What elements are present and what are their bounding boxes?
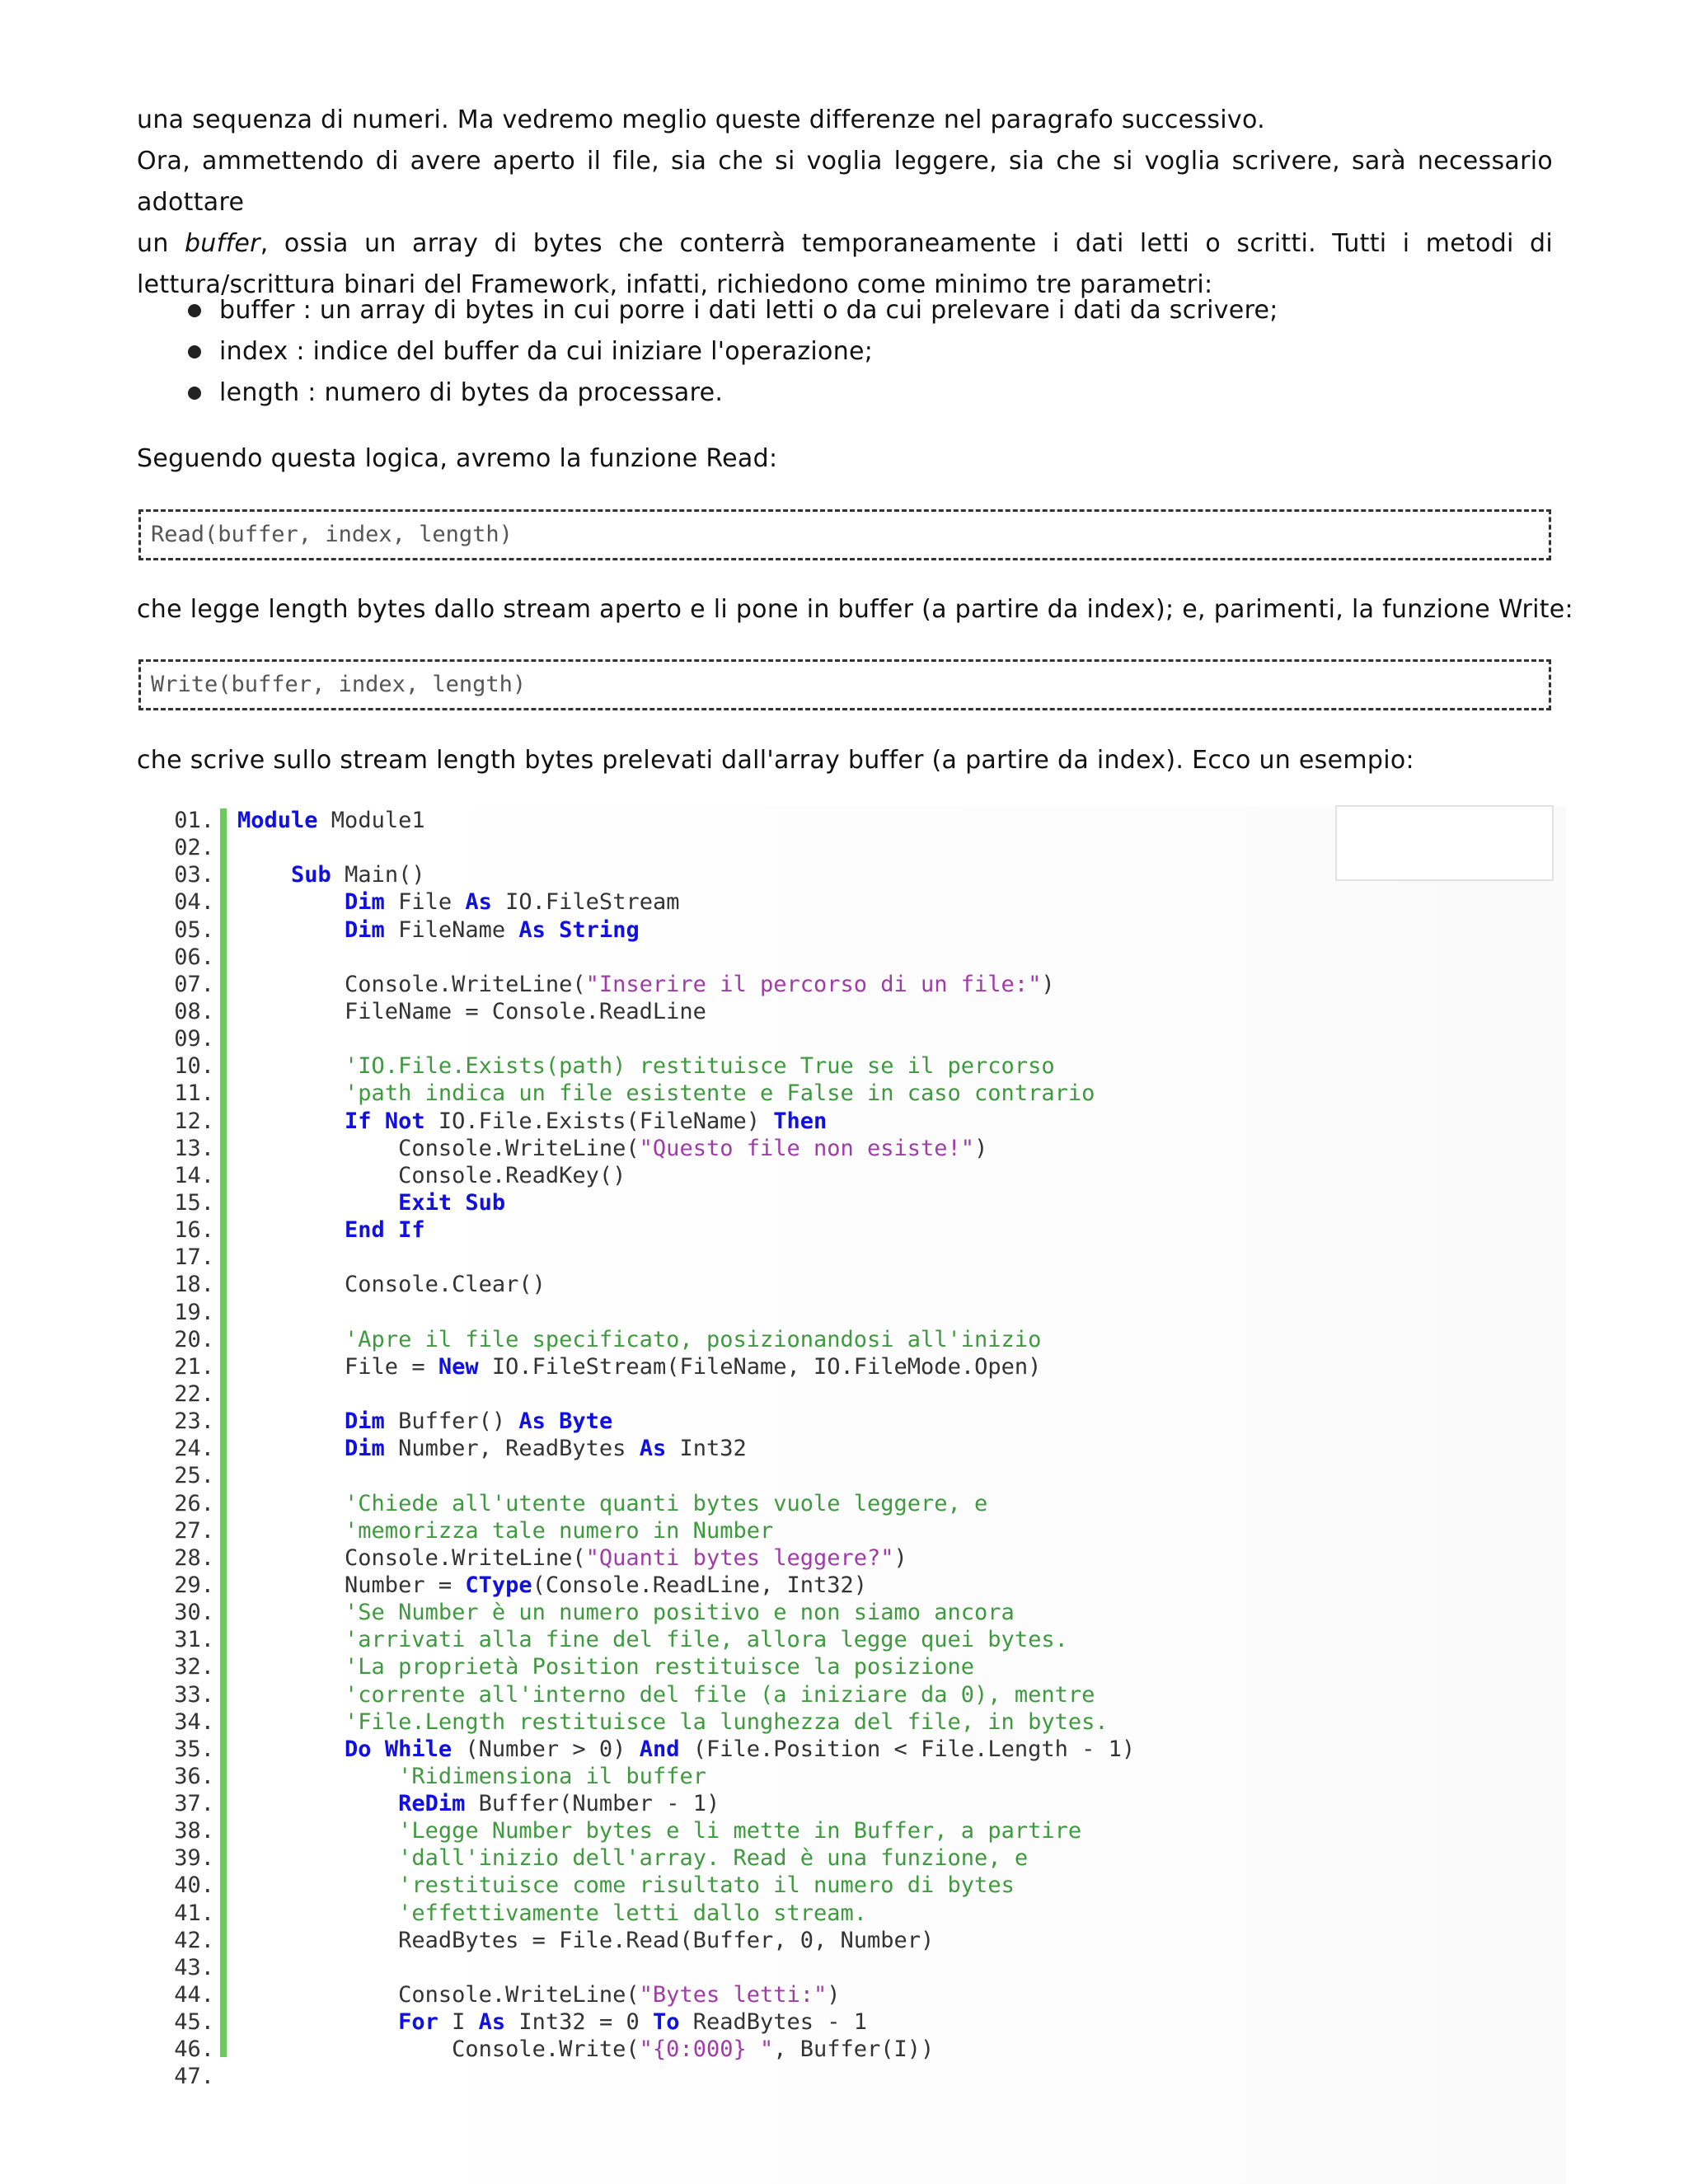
code-text: Int32 bbox=[666, 1436, 747, 1462]
code-text: File = bbox=[237, 1353, 438, 1380]
code-keyword: If bbox=[345, 1108, 372, 1134]
line-number: 47. bbox=[174, 2064, 214, 2090]
line-number: 37. bbox=[174, 1791, 214, 1817]
code-string: "{0:000} " bbox=[639, 2036, 774, 2063]
code-line bbox=[237, 807, 1135, 834]
code-line bbox=[237, 2063, 1135, 2090]
code-text: ) bbox=[974, 1135, 988, 1161]
code-text bbox=[237, 1845, 398, 1871]
code-comment: 'Apre il file specificato, posizionandosi all'inizio bbox=[345, 1326, 1042, 1352]
code-line bbox=[237, 2008, 1135, 2036]
code-text: Console.Write( bbox=[237, 2036, 640, 2063]
code-text bbox=[237, 1818, 398, 1844]
code-text: FileName = Console.ReadLine bbox=[237, 998, 706, 1024]
code-text: ReadBytes - 1 bbox=[679, 2009, 868, 2036]
write-description-text: che scrive sullo stream length bytes prelevati dall'array buffer (a partire da index). Ecco un esempio: bbox=[137, 746, 1414, 775]
code-text bbox=[237, 1627, 345, 1652]
code-listing bbox=[132, 807, 1566, 2093]
code-line bbox=[237, 1244, 1135, 1271]
code-keyword: As bbox=[518, 1408, 546, 1435]
code-line bbox=[237, 1736, 1135, 1763]
code-comment: 'La proprietà Position restituisce la posizione bbox=[345, 1654, 975, 1680]
code-keyword: And bbox=[639, 1736, 680, 1762]
code-text: (Number > 0) bbox=[452, 1736, 640, 1762]
write-signature-box: Write(buffer, index, length) bbox=[138, 659, 1551, 710]
code-text bbox=[237, 2009, 398, 2035]
code-text: Int32 = 0 bbox=[505, 2009, 653, 2036]
code-text bbox=[385, 1217, 398, 1243]
code-text: IO.FileStream bbox=[491, 889, 680, 916]
code-comment: 'restituisce come risultato il numero di bytes bbox=[398, 1872, 1015, 1899]
code-keyword: As bbox=[478, 2009, 506, 2036]
code-line bbox=[237, 1572, 1135, 1599]
code-keyword: As bbox=[465, 889, 492, 916]
code-keyword: To bbox=[652, 2009, 680, 2036]
code-text bbox=[372, 1736, 385, 1762]
code-text bbox=[237, 1108, 345, 1134]
code-text: ) bbox=[893, 1544, 907, 1571]
paragraph-line bbox=[137, 223, 1553, 265]
parameter-list bbox=[188, 290, 1278, 414]
code-string: "Questo file non esiste!" bbox=[639, 1135, 975, 1161]
line-number: 25. bbox=[174, 1463, 214, 1489]
code-text bbox=[546, 917, 559, 943]
code-line bbox=[237, 1435, 1135, 1462]
code-text: Buffer(Number - 1) bbox=[465, 1791, 720, 1817]
code-text: IO.FileStream(FileName, IO.FileMode.Open) bbox=[478, 1353, 1042, 1380]
code-keyword: Module bbox=[237, 808, 318, 833]
line-number: 30. bbox=[174, 1600, 214, 1626]
line-number: 31. bbox=[174, 1627, 214, 1653]
list-item: length : numero di bytes da processare. bbox=[188, 373, 1278, 414]
line-number: 35. bbox=[174, 1736, 214, 1762]
code-text: Buffer() bbox=[384, 1408, 519, 1435]
code-line bbox=[237, 944, 1135, 971]
code-text: Main() bbox=[331, 862, 425, 888]
code-line bbox=[237, 1708, 1135, 1736]
code-text bbox=[452, 1190, 465, 1216]
line-number: 29. bbox=[174, 1572, 214, 1598]
code-line bbox=[237, 1626, 1135, 1653]
code-comment: 'IO.File.Exists(path) restituisce True se il percorso bbox=[345, 1053, 1055, 1080]
code-line bbox=[237, 834, 1135, 861]
code-line bbox=[237, 1763, 1135, 1790]
code-line bbox=[237, 1299, 1135, 1326]
line-number: 07. bbox=[174, 971, 214, 997]
code-line bbox=[237, 1599, 1135, 1626]
code-keyword: As bbox=[518, 916, 546, 943]
code-string: "Bytes letti:" bbox=[639, 1982, 828, 2008]
read-signature-box: Read(buffer, index, length) bbox=[138, 509, 1551, 560]
code-line bbox=[237, 916, 1135, 944]
code-text bbox=[237, 1053, 345, 1079]
code-text: Console.WriteLine( bbox=[237, 1544, 586, 1571]
code-text: IO.File.Exists(FileName) bbox=[424, 1108, 774, 1134]
line-number: 20. bbox=[174, 1326, 214, 1352]
code-lines bbox=[237, 807, 1135, 2091]
code-comment: 'memorizza tale numero in Number bbox=[345, 1517, 774, 1544]
intro-paragraph bbox=[137, 100, 1553, 306]
code-line bbox=[237, 1790, 1135, 1817]
line-number: 06. bbox=[174, 944, 214, 970]
code-text bbox=[237, 1518, 345, 1544]
code-line bbox=[237, 1544, 1135, 1572]
code-text bbox=[237, 1327, 345, 1352]
line-number: 46. bbox=[174, 2036, 214, 2063]
code-text: Module1 bbox=[317, 808, 425, 833]
line-number: 24. bbox=[174, 1436, 214, 1462]
line-number: 08. bbox=[174, 998, 214, 1024]
code-keyword: Do bbox=[345, 1736, 372, 1762]
code-text bbox=[237, 1791, 398, 1816]
paragraph-line: Ora, ammettendo di avere aperto il file, sia che si voglia leggere, sia che si voglia scrivere, sarà necessario adottare bbox=[137, 147, 1553, 217]
code-text bbox=[237, 1408, 345, 1434]
code-line bbox=[237, 2036, 1135, 2063]
code-text bbox=[237, 1190, 398, 1216]
code-text bbox=[237, 862, 291, 888]
code-text: File bbox=[384, 889, 466, 916]
code-line bbox=[237, 1927, 1135, 1954]
code-keyword: New bbox=[438, 1353, 479, 1380]
line-number: 15. bbox=[174, 1189, 214, 1216]
code-keyword: String bbox=[559, 916, 640, 943]
code-text: Console.WriteLine( bbox=[237, 971, 586, 997]
code-line bbox=[237, 1271, 1135, 1298]
code-line bbox=[237, 1490, 1135, 1517]
code-keyword: Dim bbox=[345, 1436, 385, 1462]
code-text bbox=[237, 889, 345, 915]
code-line bbox=[237, 1517, 1135, 1544]
code-line bbox=[237, 1900, 1135, 1927]
code-line bbox=[237, 998, 1135, 1025]
line-number: 18. bbox=[174, 1272, 214, 1298]
code-line bbox=[237, 1216, 1135, 1244]
code-comment: 'arrivati alla fine del file, allora legge quei bytes. bbox=[345, 1627, 1068, 1653]
line-number: 04. bbox=[174, 889, 214, 916]
code-line bbox=[237, 1189, 1135, 1216]
code-keyword: For bbox=[398, 2009, 438, 2036]
code-comment: 'path indica un file esistente e False in caso contrario bbox=[345, 1080, 1095, 1107]
list-item: buffer : un array di bytes in cui porre i dati letti o da cui prelevare i dati da scrivere; bbox=[188, 290, 1278, 331]
line-number: 32. bbox=[174, 1654, 214, 1680]
code-keyword: CType bbox=[465, 1572, 532, 1598]
code-line bbox=[237, 1954, 1135, 1981]
line-number: 09. bbox=[174, 1026, 214, 1052]
code-text: ) bbox=[827, 1982, 841, 2008]
code-text bbox=[237, 1872, 398, 1898]
line-number: 22. bbox=[174, 1380, 214, 1407]
code-text bbox=[237, 1764, 398, 1789]
code-line bbox=[237, 1025, 1135, 1052]
code-line bbox=[237, 1844, 1135, 1872]
line-number: 27. bbox=[174, 1517, 214, 1544]
code-keyword: Then bbox=[773, 1108, 828, 1134]
code-text: Console.ReadKey() bbox=[237, 1162, 626, 1188]
code-line bbox=[237, 1462, 1135, 1489]
code-comment: 'corrente all'interno del file (a iniziare da 0), mentre bbox=[345, 1681, 1095, 1708]
code-line bbox=[237, 1135, 1135, 1162]
code-text: FileName bbox=[384, 916, 519, 943]
line-number: 16. bbox=[174, 1217, 214, 1244]
line-number: 12. bbox=[174, 1108, 214, 1134]
code-string: "Inserire il percorso di un file:" bbox=[585, 971, 1042, 997]
read-description-text: che legge length bytes dallo stream aperto e li pone in buffer (a partire da index); e, parimenti, la funzione Write: bbox=[137, 595, 1573, 624]
code-line bbox=[237, 1872, 1135, 1899]
code-text bbox=[546, 1408, 559, 1434]
line-number: 38. bbox=[174, 1818, 214, 1844]
code-text: Number, ReadBytes bbox=[384, 1436, 640, 1462]
code-line bbox=[237, 1408, 1135, 1435]
code-line bbox=[237, 1080, 1135, 1107]
code-line bbox=[237, 1981, 1135, 2008]
code-text: I bbox=[438, 2009, 479, 2036]
list-item: index : indice del buffer da cui iniziare l'operazione; bbox=[188, 331, 1278, 373]
line-number: 42. bbox=[174, 1927, 214, 1953]
paragraph-line: una sequenza di numeri. Ma vedremo meglio queste differenze nel paragrafo successivo. bbox=[137, 105, 1265, 134]
code-text: , Buffer(I)) bbox=[773, 2036, 935, 2063]
line-number: 13. bbox=[174, 1135, 214, 1161]
line-number: 36. bbox=[174, 1763, 214, 1789]
line-number: 05. bbox=[174, 916, 214, 943]
line-number: 14. bbox=[174, 1162, 214, 1188]
code-line bbox=[237, 1108, 1135, 1135]
code-comment: 'File.Length restituisce la lunghezza del file, in bytes. bbox=[345, 1708, 1109, 1735]
line-number: 44. bbox=[174, 1982, 214, 2008]
code-text bbox=[237, 1682, 345, 1708]
code-comment: 'dall'inizio dell'array. Read è una funzione, e bbox=[398, 1845, 1029, 1872]
code-text: Console.Clear() bbox=[237, 1272, 546, 1298]
code-text: Number = bbox=[237, 1572, 466, 1598]
code-line bbox=[237, 1353, 1135, 1380]
code-text: (File.Position < File.Length - 1) bbox=[679, 1736, 1136, 1762]
line-number: 33. bbox=[174, 1681, 214, 1708]
code-text bbox=[237, 917, 345, 943]
line-number-gutter bbox=[132, 807, 214, 2091]
code-line bbox=[237, 971, 1135, 998]
code-gutter-bar bbox=[220, 808, 227, 2057]
code-line bbox=[237, 1052, 1135, 1080]
empty-frame bbox=[1335, 805, 1554, 881]
code-keyword: Sub bbox=[465, 1189, 506, 1216]
line-number: 11. bbox=[174, 1080, 214, 1107]
code-comment: 'Legge Number bytes e li mette in Buffer, a partire bbox=[398, 1818, 1082, 1844]
code-text bbox=[237, 1900, 398, 1926]
code-text bbox=[237, 1436, 345, 1461]
line-number: 01. bbox=[174, 808, 214, 833]
code-line bbox=[237, 861, 1135, 888]
text-fragment: un bbox=[137, 229, 169, 258]
line-number: 40. bbox=[174, 1872, 214, 1899]
code-text bbox=[237, 1491, 345, 1516]
code-comment: 'Ridimensiona il buffer bbox=[398, 1763, 706, 1789]
line-number: 28. bbox=[174, 1544, 214, 1571]
code-line bbox=[237, 1653, 1135, 1680]
code-text: Console.WriteLine( bbox=[237, 1982, 640, 2008]
code-keyword: Dim bbox=[345, 1408, 385, 1435]
code-text bbox=[237, 1600, 345, 1625]
code-keyword: Not bbox=[384, 1108, 425, 1134]
code-keyword: If bbox=[398, 1217, 425, 1244]
code-keyword: End bbox=[345, 1217, 385, 1244]
code-line bbox=[237, 1380, 1135, 1408]
code-text bbox=[237, 1709, 345, 1735]
code-text: ) bbox=[1041, 971, 1055, 997]
code-keyword: Dim bbox=[345, 889, 385, 916]
code-text bbox=[237, 1654, 345, 1680]
code-keyword: As bbox=[639, 1436, 667, 1462]
code-comment: 'Chiede all'utente quanti bytes vuole leggere, e bbox=[345, 1490, 988, 1516]
line-number: 19. bbox=[174, 1299, 214, 1325]
line-number: 39. bbox=[174, 1845, 214, 1872]
code-keyword: ReDim bbox=[398, 1791, 466, 1817]
code-comment: 'effettivamente letti dallo stream. bbox=[398, 1900, 868, 1926]
line-number: 41. bbox=[174, 1900, 214, 1926]
line-number: 26. bbox=[174, 1490, 214, 1516]
line-number: 23. bbox=[174, 1408, 214, 1435]
code-text bbox=[372, 1108, 385, 1134]
emphasis-buffer: buffer bbox=[184, 229, 260, 258]
code-text bbox=[237, 1217, 345, 1243]
code-text bbox=[237, 1736, 345, 1762]
code-text: Console.WriteLine( bbox=[237, 1135, 640, 1161]
read-intro-text: Seguendo questa logica, avremo la funzione Read: bbox=[137, 444, 778, 473]
code-line bbox=[237, 1817, 1135, 1844]
line-number: 21. bbox=[174, 1353, 214, 1380]
code-keyword: Sub bbox=[291, 862, 331, 888]
code-line bbox=[237, 1162, 1135, 1189]
code-text: (Console.ReadLine, Int32) bbox=[532, 1572, 868, 1598]
code-keyword: Dim bbox=[345, 916, 385, 943]
code-text: ReadBytes = File.Read(Buffer, 0, Number) bbox=[237, 1927, 935, 1953]
line-number: 03. bbox=[174, 862, 214, 888]
code-keyword: While bbox=[384, 1736, 452, 1762]
line-number: 02. bbox=[174, 835, 214, 861]
code-string: "Quanti bytes leggere?" bbox=[585, 1544, 894, 1571]
code-comment: 'Se Number è un numero positivo e non siamo ancora bbox=[345, 1600, 1015, 1626]
line-number: 17. bbox=[174, 1244, 214, 1271]
code-line bbox=[237, 888, 1135, 916]
line-number: 45. bbox=[174, 2009, 214, 2036]
code-line bbox=[237, 1326, 1135, 1353]
code-line bbox=[237, 1681, 1135, 1708]
paragraph-line: lettura/scrittura binari del Framework, infatti, richiedono come minimo tre parametri: bbox=[137, 270, 1213, 299]
line-number: 10. bbox=[174, 1053, 214, 1080]
code-keyword: Exit bbox=[398, 1189, 452, 1216]
line-number: 34. bbox=[174, 1708, 214, 1735]
text-fragment: , ossia un array di bytes che conterrà temporaneamente i dati letti o scritti. Tutti i metodi di bbox=[260, 229, 1553, 258]
line-number: 43. bbox=[174, 1954, 214, 1980]
code-keyword: Byte bbox=[559, 1408, 613, 1435]
code-text bbox=[237, 1080, 345, 1106]
